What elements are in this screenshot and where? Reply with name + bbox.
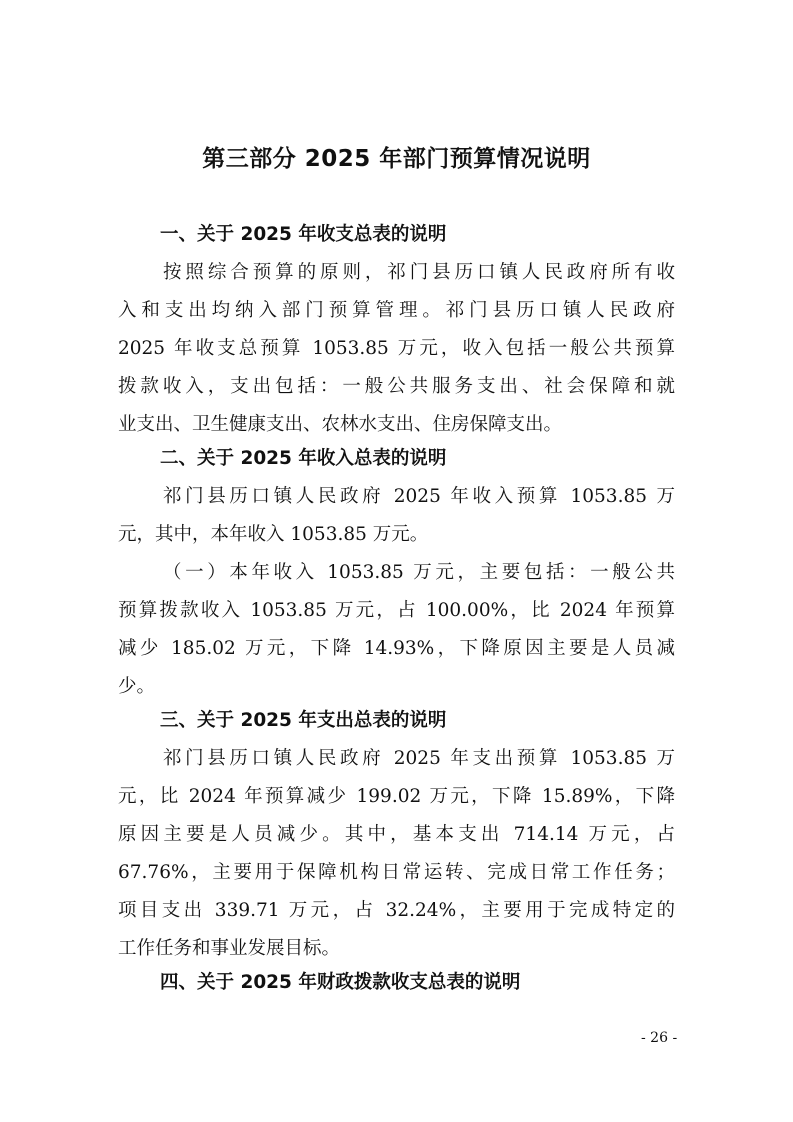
paragraph-line: 拨款收入，支出包括：一般公共服务支出、社会保障和就 bbox=[118, 376, 675, 397]
paragraph-line: 元，比 2024 年预算减少 199.02 万元，下降 15.89%，下降 bbox=[118, 786, 675, 807]
page-title: 第三部分 2025 年部门预算情况说明 bbox=[202, 146, 591, 172]
paragraph-line: 按照综合预算的原则，祁门县历口镇人民政府所有收 bbox=[163, 262, 675, 283]
section-heading-2: 二、关于 2025 年收入总表的说明 bbox=[160, 448, 447, 469]
paragraph-line: 祁门县历口镇人民政府 2025 年支出预算 1053.85 万 bbox=[163, 748, 675, 769]
paragraph-line: 67.76%，主要用于保障机构日常运转、完成日常工作任务； bbox=[118, 862, 675, 883]
paragraph-line: （一）本年收入 1053.85 万元，主要包括：一般公共 bbox=[163, 562, 675, 583]
page-number: - 26 - bbox=[641, 1030, 678, 1046]
paragraph-line: 原因主要是人员减少。其中，基本支出 714.14 万元，占 bbox=[118, 824, 675, 845]
paragraph-line: 减少 185.02 万元，下降 14.93%，下降原因主要是人员减 bbox=[118, 638, 675, 659]
paragraph-line: 入和支出均纳入部门预算管理。祁门县历口镇人民政府 bbox=[118, 300, 675, 321]
section-heading-1: 一、关于 2025 年收支总表的说明 bbox=[160, 224, 447, 245]
paragraph-line: 工作任务和事业发展目标。 bbox=[118, 938, 341, 959]
paragraph-line: 业支出、卫生健康支出、农林水支出、住房保障支出。 bbox=[118, 414, 563, 435]
section-heading-4: 四、关于 2025 年财政拨款收支总表的说明 bbox=[160, 972, 521, 993]
paragraph-line: 项目支出 339.71 万元，占 32.24%，主要用于完成特定的 bbox=[118, 900, 675, 921]
paragraph-line: 2025 年收支总预算 1053.85 万元，收入包括一般公共预算 bbox=[118, 338, 675, 359]
paragraph-line: 祁门县历口镇人民政府 2025 年收入预算 1053.85 万 bbox=[163, 486, 675, 507]
section-heading-3: 三、关于 2025 年支出总表的说明 bbox=[160, 710, 447, 731]
paragraph-line: 预算拨款收入 1053.85 万元，占 100.00%，比 2024 年预算 bbox=[118, 600, 675, 621]
paragraph-line: 元，其中，本年收入 1053.85 万元。 bbox=[118, 524, 429, 545]
paragraph-line: 少。 bbox=[118, 676, 156, 697]
